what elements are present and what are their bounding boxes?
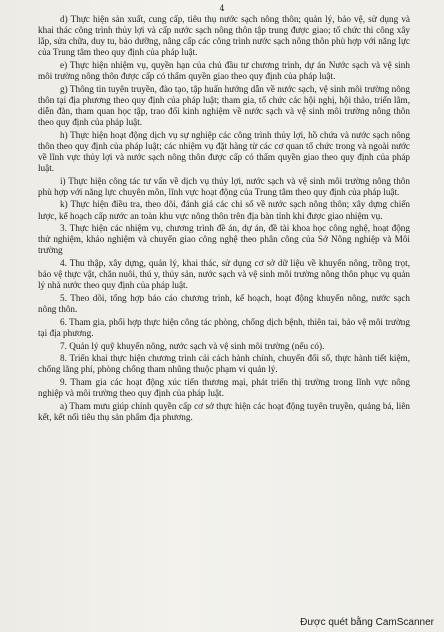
paragraph-h: h) Thực hiện hoạt động dịch vụ sự nghiệp các công trình thủy lợi, hồ chứa và nước sạch nông thôn theo quy định của pháp luật; các nhiệm vụ đặt hàng từ các cơ quan tổ chức trong và ngoài nước về lĩnh vực thủy lợi và nước sạch nông thôn được cấp có thẩm quyền giao theo quy định của pháp luật. xyxy=(38,129,410,173)
paragraph-8: 8. Triển khai thực hiện chương trình cải cách hành chính, chuyển đổi số, thực hành tiết kiệm, chống lãng phí, phòng chống tham nhũng thuộc phạm vi quản lý. xyxy=(38,353,410,375)
paragraph-i: i) Thực hiện công tác tư vấn về dịch vụ thủy lợi, nước sạch và vệ sinh môi trường nông thôn phù hợp với năng lực chuyên môn, lĩnh vực hoạt động của Trung tâm theo quy định của pháp luật. xyxy=(38,175,410,197)
paragraph-e: e) Thực hiện nhiệm vụ, quyền hạn của chủ đầu tư chương trình, dự án Nước sạch và vệ sinh môi trường nông thôn được cấp có thẩm quyền giao theo quy định của pháp luật. xyxy=(38,59,410,82)
paragraph-5: 5. Theo dõi, tổng hợp báo cáo chương trình, kế hoạch, hoạt động khuyến nông, nước sạch nông thôn. xyxy=(38,293,410,315)
paragraph-7: 7. Quản lý quỹ khuyến nông, nước sạch và vệ sinh môi trường (nếu có). xyxy=(60,340,325,351)
camscanner-footer: Được quét bằng CamScanner xyxy=(300,617,434,628)
paragraph-9a: a) Tham mưu giúp chính quyền cấp cơ sở thực hiện các hoạt động tuyên truyền, quảng bá, liên kết, kết nối tiêu thụ sản phẩm địa phương. xyxy=(38,400,410,422)
page-number: 4 xyxy=(219,4,225,13)
paragraph-d: d) Thực hiện sản xuất, cung cấp, tiêu thụ nước sạch nông thôn; quản lý, bảo vệ, sử dụng và khai thác công trình thủy lợi và cấp nước sạch nông thôn tập trung được giao; tổ chức thi công xây lắp, sửa chữa, duy tu, bảo dưỡng, nâng cấp các công trình nước sạch nông thôn phù hợp với năng lực của Trung tâm theo quy định của pháp luật. xyxy=(38,14,410,58)
paragraph-k: k) Thực hiện điều tra, theo dõi, đánh giá các chỉ số về nước sạch nông thôn; xây dựng chiến lược, kế hoạch cấp nước an toàn khu vực nông thôn trên địa bàn tỉnh khi được giao nhiệm vụ. xyxy=(38,199,410,221)
paragraph-9: 9. Tham gia các hoạt động xúc tiến thương mại, phát triển thị trường trong lĩnh vực nông nghiệp và môi trường theo quy định của pháp luật. xyxy=(38,377,410,399)
paragraph-4: 4. Thu thập, xây dựng, quản lý, khai thác, sử dụng cơ sở dữ liệu về khuyến nông, trồng trọt, bảo vệ thực vật, chăn nuôi, thú y, thủy sản, nước sạch và vệ sinh môi trường nông thôn phục vụ quản lý nhà nước theo quy định của pháp luật. xyxy=(38,258,410,291)
document-body xyxy=(38,14,410,425)
paragraph-g: g) Thông tin tuyên truyền, đào tạo, tập huấn hướng dẫn về nước sạch, vệ sinh môi trường nông thôn tại địa phương theo quy định của pháp luật; tham gia, tổ chức các hội nghị, hội thảo, triển lãm, diễn đàn, tham quan học tập, trao đổi kinh nghiệm về nước sạch và vệ sinh môi trường nông thôn theo quy định của pháp luật. xyxy=(38,83,410,128)
paragraph-3: 3. Thực hiện các nhiệm vụ, chương trình đề án, dự án, đề tài khoa học công nghệ, hoạt động thử nghiệm, khảo nghiệm và chuyển giao công nghệ theo phân công của Sở Nông nghiệp và Môi trường xyxy=(38,223,410,256)
paragraph-6: 6. Tham gia, phối hợp thực hiện công tác phòng, chống dịch bệnh, thiên tai, bảo vệ môi trường tại địa phương. xyxy=(38,316,410,338)
